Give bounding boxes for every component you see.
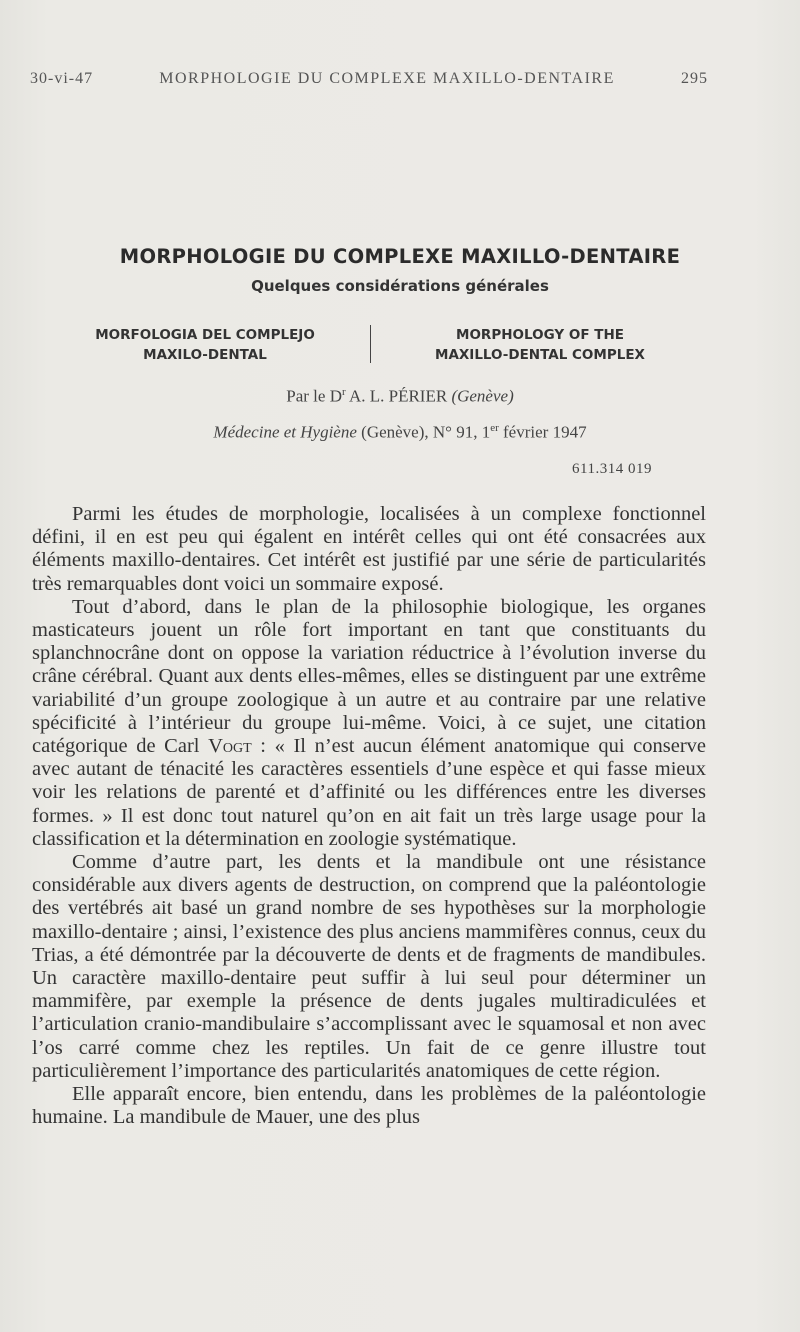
author-prefix-sup: r <box>341 386 346 398</box>
spanish-title-line1: MORFOLOGIA DEL COMPLEJO <box>95 327 315 343</box>
author-location: (Genève) <box>451 386 514 406</box>
author-name: A. L. PÉRIER <box>345 386 452 406</box>
running-head-date: 30-vi-47 <box>30 70 94 87</box>
english-title-line2: MAXILLO-DENTAL COMPLEX <box>435 347 645 363</box>
english-title-line1: MORPHOLOGY OF THE <box>456 327 624 343</box>
article-title: MORPHOLOGIE DU COMPLEXE MAXILLO-DENTAIRE <box>119 245 681 268</box>
paragraph-2-part-b: : « Il n’est aucun élément anatomique qui conserve avec autant de ténacité les caractères essentiels d’une espèce et qui fasse mieux voir les relations de parenté et d’affinité ou les différences entre les diverses formes. » Il est donc tout naturel qu’on en ait fait un très large usage pour la classification et la détermination en zoologie systématique. <box>32 735 706 850</box>
page-number: 295 <box>681 70 708 87</box>
paragraph-3: Comme d’autre part, les dents et la mandibule ont une résistance considérable aux divers agents de destruction, on comprend que la paléontologie des vertébrés ait basé un grand nombre de ses hypothèses sur la morphologie maxillo-dentaire ; ainsi, l’existence des plus anciens mammifères connus, ceux du Trias, a été démontrée par la découverte de dents et de fragments de mandibules. Un caractère maxillo-dentaire peut suffir à lui seul pour déterminer un mammifère, par exemple la présence de dents jugales multiradiculées et l’articulation cranio-mandibulaire s’accomplissant avec le squamosal et non avec l’os carré comme chez les reptiles. Un fait de ce genre illustre tout particulièrement l’importance des particularités anatomiques de cette région. <box>32 851 706 1082</box>
source-details: (Genève), N° 91, 1 <box>356 422 491 442</box>
spanish-title <box>40 325 370 365</box>
paragraph-2 <box>32 596 706 851</box>
english-title <box>375 325 705 365</box>
paragraph-4: Elle apparaît encore, bien entendu, dans les problèmes de la paléontologie humaine. La mandibule de Mauer, une des plus <box>32 1083 706 1129</box>
paragraph-2-author-name: Vogt <box>208 735 252 758</box>
author-prefix: Par le D <box>286 386 342 406</box>
source-date: février 1947 <box>498 422 587 442</box>
article-subtitle: Quelques considérations générales <box>251 277 549 295</box>
source-sup: er <box>490 422 499 434</box>
spanish-title-line2: MAXILO-DENTAL <box>143 347 267 363</box>
source-line <box>0 422 800 443</box>
running-head <box>30 70 708 88</box>
journal-name: Médecine et Hygiène <box>213 422 357 442</box>
author-line <box>0 386 800 407</box>
paragraph-2-part-a: Tout d’abord, dans le plan de la philosophie biologique, les organes masticateurs jouent un rôle fort important en tant que constituants du splanchnocrâne dont on oppose la variation réductrice à l’évolution inverse du crâne cérébral. Quant aux dents elles-mêmes, elles se distinguent par une extrême variabilité d’un groupe zoologique à un autre et au contraire par une relative spécificité à l’intérieur du groupe lui-même. Voici, à ce sujet, une citation catégorique de Carl <box>32 595 706 758</box>
running-head-title: MORPHOLOGIE DU COMPLEXE MAXILLO-DENTAIRE <box>159 70 615 87</box>
title-divider <box>370 325 371 363</box>
article-body <box>32 503 706 1129</box>
udc-code: 611.314 019 <box>572 461 652 477</box>
paragraph-1: Parmi les études de morphologie, localisées à un complexe fonctionnel défini, il en est peu qui égalent en intérêt celles qui ont été consacrées aux éléments maxillo-dentaires. Cet intérêt est justifié par une série de particularités très remarquables dont voici un sommaire exposé. <box>32 503 706 595</box>
